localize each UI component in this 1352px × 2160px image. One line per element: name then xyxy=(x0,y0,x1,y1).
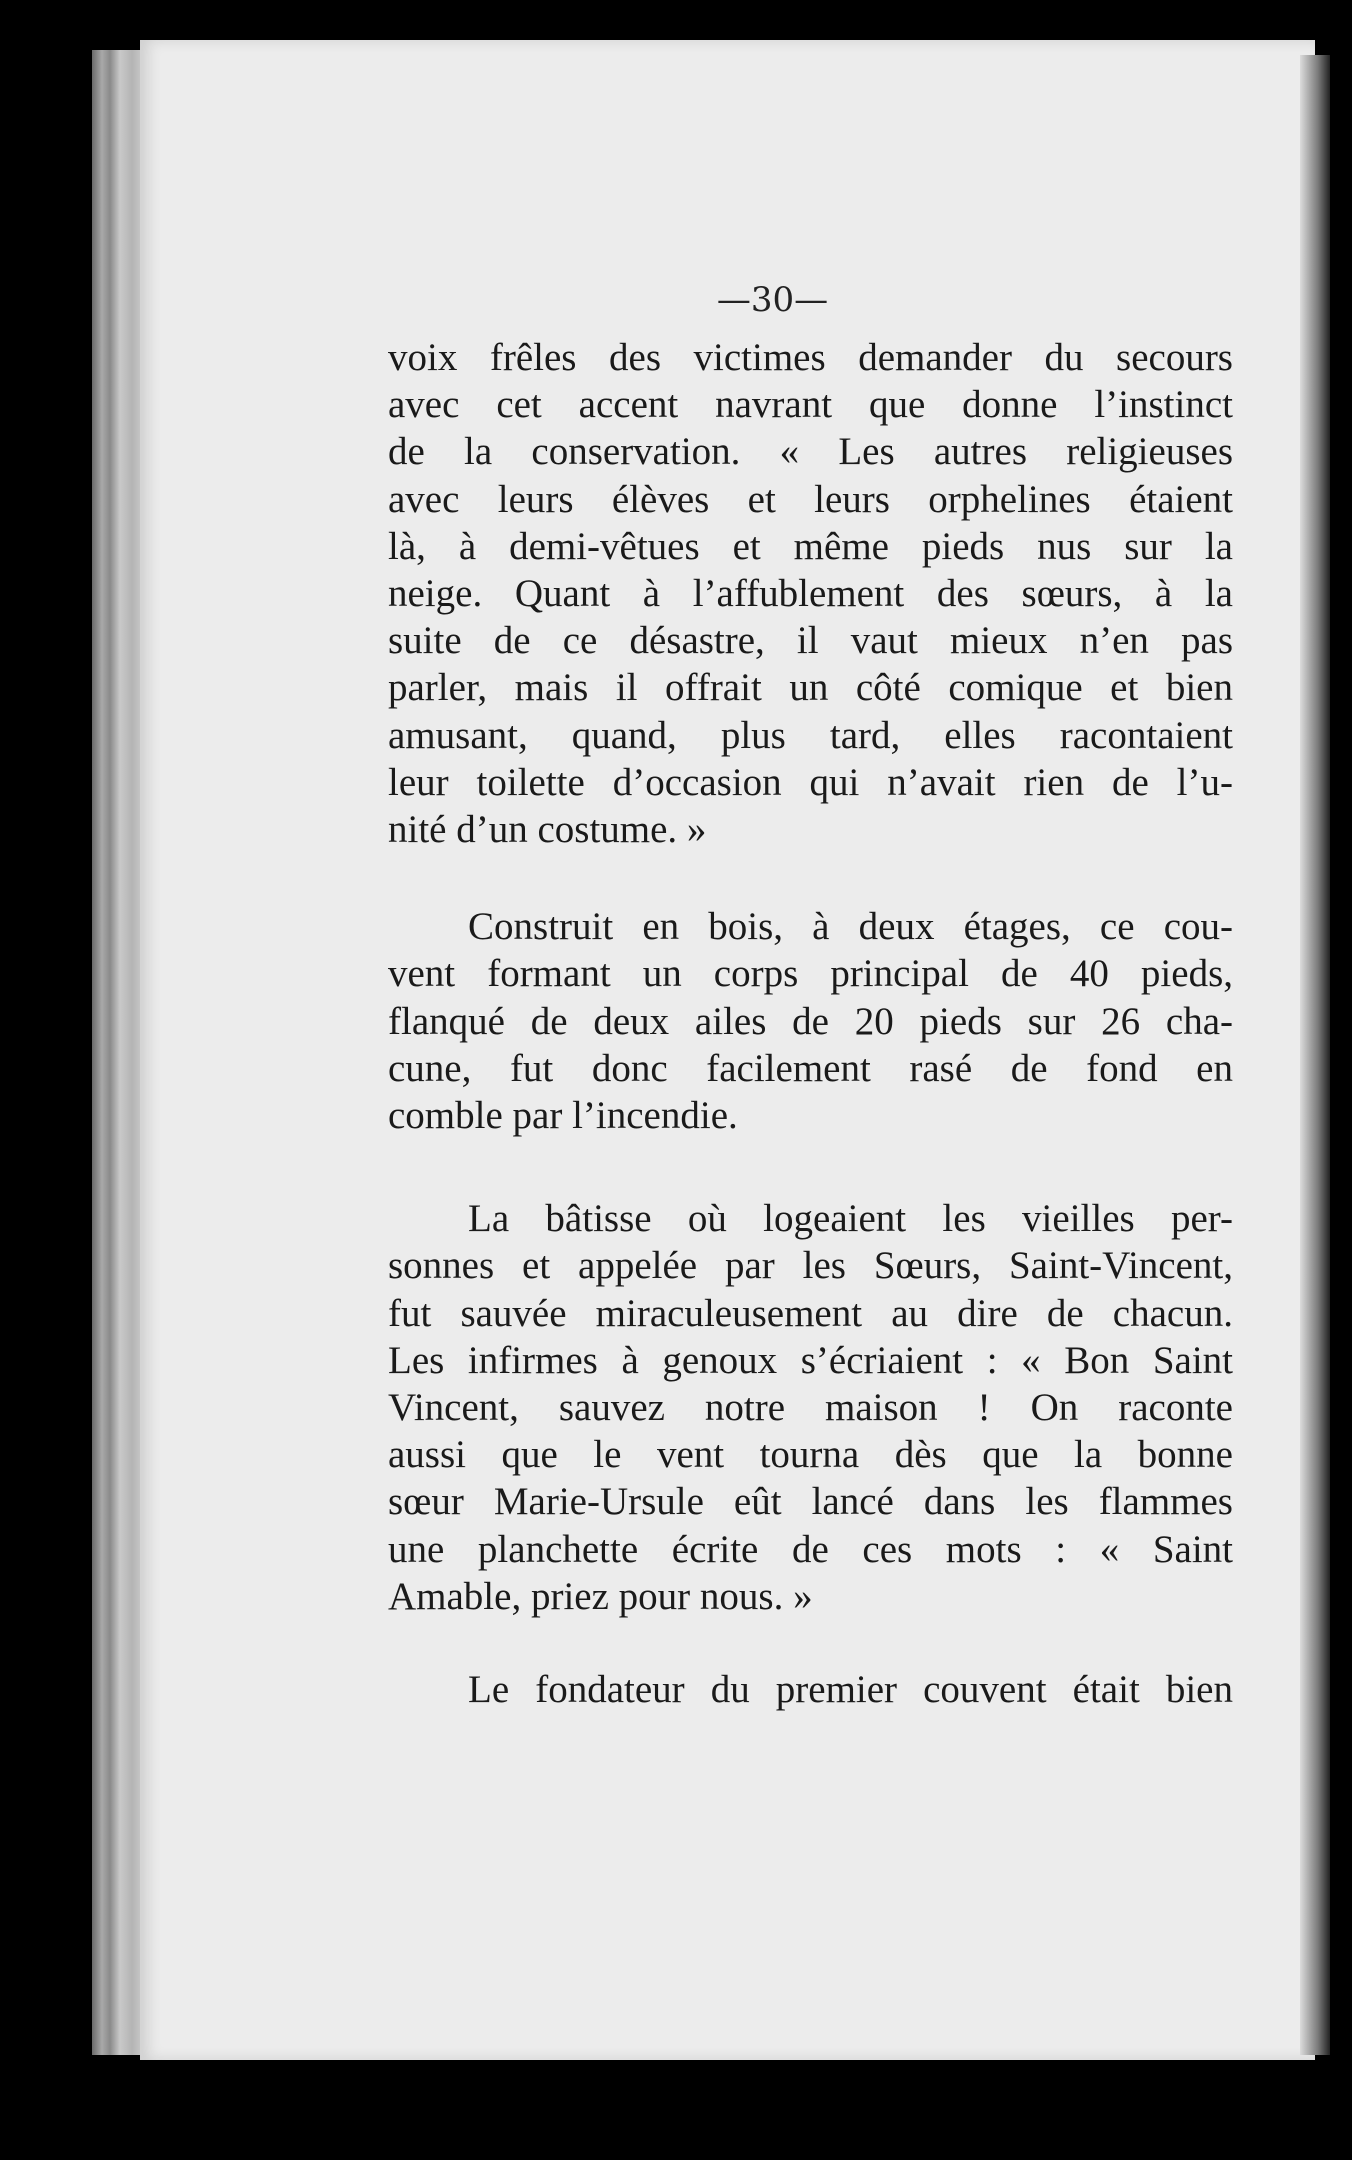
text-line: suite de ce désastre, il vaut mieux n’en pas xyxy=(388,619,1233,663)
text-line: amusant, quand, plus tard, elles racontaient xyxy=(388,713,1233,757)
paragraph-1 xyxy=(388,334,1233,853)
text-line: neige. Quant à l’affublement des sœurs, à la xyxy=(388,572,1233,616)
text-line: La bâtisse où logeaient les vieilles per- xyxy=(468,1197,1233,1241)
text-line: Les infirmes à genoux s’écriaient : « Bon Saint xyxy=(388,1338,1233,1382)
text-line: parler, mais il offrait un côté comique et bien xyxy=(388,666,1233,710)
text-line: vent formant un corps principal de 40 pieds, xyxy=(388,952,1233,996)
text-line: sonnes et appelée par les Sœurs, Saint-Vincent, xyxy=(388,1244,1233,1288)
text-line: cune, fut donc facilement rasé de fond en xyxy=(388,1046,1233,1090)
text-line: de la conservation. « Les autres religieuses xyxy=(388,430,1233,474)
page-number: —30— xyxy=(716,280,829,320)
paragraph-4 xyxy=(388,1666,1233,1713)
text-line: comble par l’incendie. xyxy=(388,1094,738,1138)
paragraph-3 xyxy=(388,1195,1233,1620)
text-line: leur toilette d’occasion qui n’avait rien de l’u- xyxy=(388,760,1233,804)
text-line: voix frêles des victimes demander du secours xyxy=(388,336,1233,379)
text-line: Construit en bois, à deux étages, ce cou- xyxy=(468,905,1233,949)
text-line: Vincent, sauvez notre maison ! On raconte xyxy=(388,1386,1233,1430)
text-line: avec cet accent navrant que donne l’instinct xyxy=(388,383,1233,427)
text-line: fut sauvée miraculeusement au dire de chacun. xyxy=(388,1291,1233,1335)
text-line: là, à demi-vêtues et même pieds nus sur la xyxy=(388,524,1233,568)
text-line: une planchette écrite de ces mots : « Saint xyxy=(388,1527,1233,1571)
text-line: Amable, priez pour nous. » xyxy=(388,1574,813,1618)
text-line: flanqué de deux ailes de 20 pieds sur 26 cha- xyxy=(388,999,1233,1043)
book-gutter-shadow xyxy=(1300,55,1330,2055)
text-line: aussi que le vent tourna dès que la bonne xyxy=(388,1433,1233,1477)
paragraph-2 xyxy=(388,903,1233,1139)
body-text xyxy=(388,334,1233,1713)
text-line: avec leurs élèves et leurs orphelines étaient xyxy=(388,477,1233,521)
text-line: Le fondateur du premier couvent était bien xyxy=(468,1668,1233,1712)
text-line: nité d’un costume. » xyxy=(388,808,707,852)
text-line: sœur Marie-Ursule eût lancé dans les flammes xyxy=(388,1480,1233,1524)
